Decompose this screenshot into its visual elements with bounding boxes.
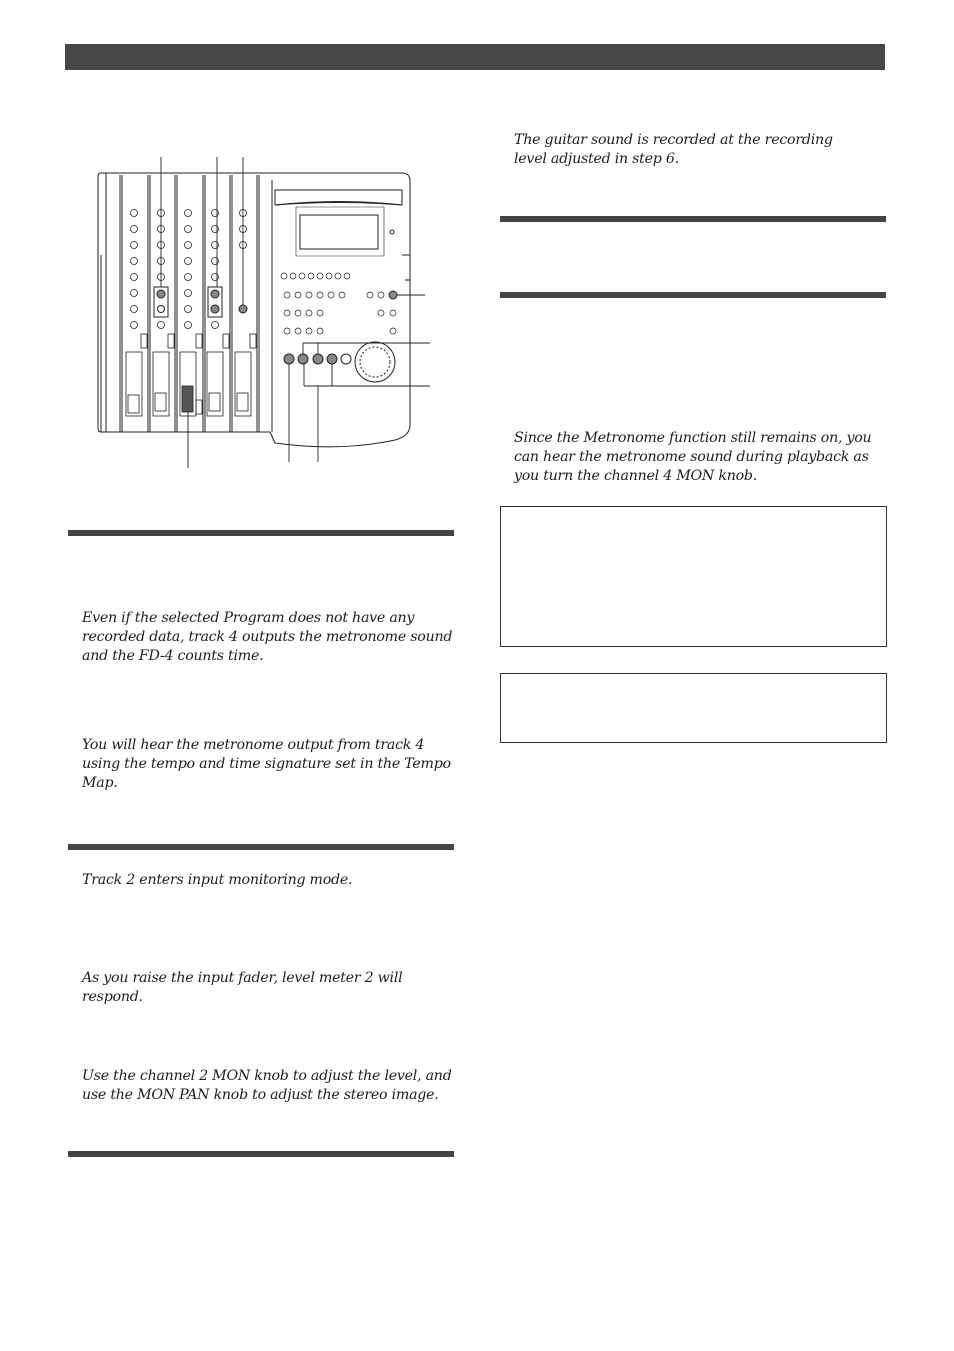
note-guitar-recording-level: The guitar sound is recorded at the recording level adjusted in step 6. (514, 132, 833, 167)
note-program-metronome: Even if the selected Program does not have any recorded data, track 4 outputs the metronome sound and the FD-4 counts time. (82, 610, 453, 664)
note-mon-knob: Use the channel 2 MON knob to adjust the level, and use the MON PAN knob to adjust the stereo image. (82, 1068, 452, 1103)
note-tempo-map: You will hear the metronome output from track 4 using the tempo and time signature set in the Tempo Map. (82, 737, 451, 791)
notes-box (500, 506, 887, 647)
section-rule (500, 292, 886, 298)
note-level-meter: As you raise the input fader, level meter 2 will respond. (82, 970, 403, 1005)
section-rule (68, 530, 454, 536)
note-input-monitoring: Track 2 enters input monitoring mode. (82, 872, 353, 888)
header-bar (65, 44, 885, 70)
fd-4-recorder-panel-diagram (95, 150, 440, 470)
section-rule (500, 216, 886, 222)
note-metronome-playback: Since the Metronome function still remains on, you can hear the metronome sound during playback as you turn the channel 4 MON knob. (514, 430, 872, 484)
section-rule (68, 1151, 454, 1157)
section-rule (68, 844, 454, 850)
notes-box-small (500, 673, 887, 743)
